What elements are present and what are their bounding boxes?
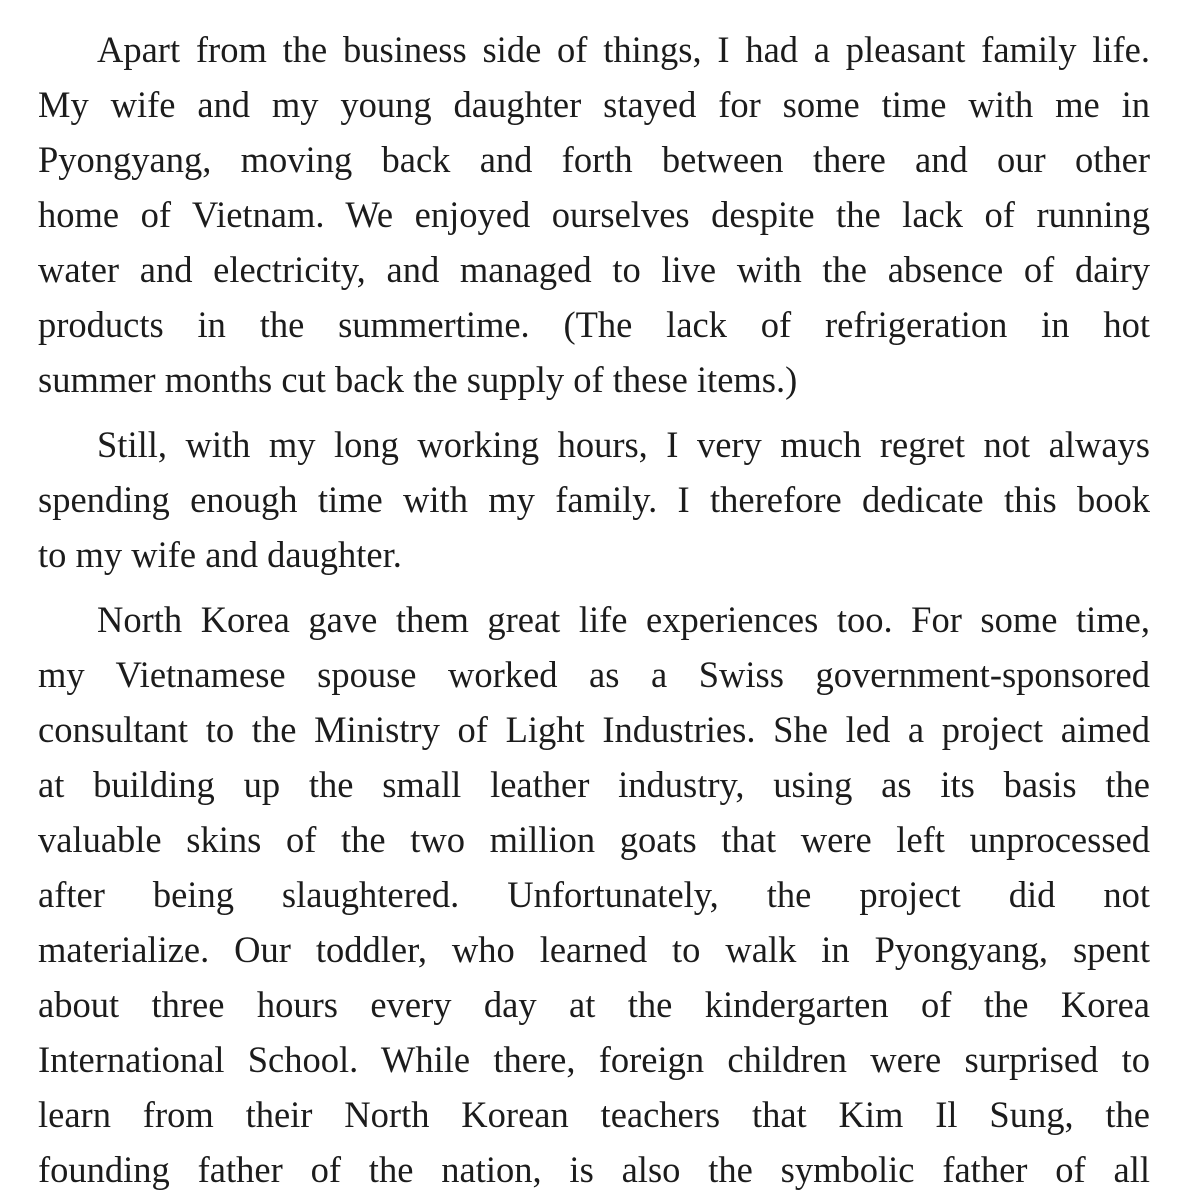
text-line: at building up the small leather industry, using as its basis the (38, 764, 1150, 805)
text-line: summer months cut back the supply of these items.) (38, 359, 798, 400)
document-page (38, 22, 1150, 1197)
text-line: Pyongyang, moving back and forth between there and our other (38, 139, 1150, 180)
paragraph-family-life (38, 22, 1150, 407)
text-line: about three hours every day at the kindergarten of the Korea (38, 984, 1150, 1025)
text-line: water and electricity, and managed to live with the absence of dairy (38, 249, 1150, 290)
text-line: founding father of the nation, is also the symbolic father of all (38, 1149, 1150, 1190)
text-line: valuable skins of the two million goats that were left unprocessed (38, 819, 1150, 860)
text-line: My wife and my young daughter stayed for some time with me in (38, 84, 1150, 125)
text-line: to my wife and daughter. (38, 534, 402, 575)
text-line: International School. While there, foreign children were surprised to (38, 1039, 1150, 1080)
paragraph-north-korea-experiences (38, 592, 1150, 1197)
text-line: my Vietnamese spouse worked as a Swiss government-sponsored (38, 654, 1150, 695)
text-line: home of Vietnam. We enjoyed ourselves despite the lack of running (38, 194, 1150, 235)
text-line: consultant to the Ministry of Light Industries. She led a project aimed (38, 709, 1150, 750)
text-line: learn from their North Korean teachers that Kim Il Sung, the (38, 1094, 1150, 1135)
text-line: North Korea gave them great life experiences too. For some time, (97, 599, 1150, 640)
text-line: spending enough time with my family. I therefore dedicate this book (38, 479, 1150, 520)
text-line: Apart from the business side of things, I had a pleasant family life. (97, 29, 1150, 70)
text-line: Still, with my long working hours, I very much regret not always (97, 424, 1150, 465)
text-line: materialize. Our toddler, who learned to walk in Pyongyang, spent (38, 929, 1150, 970)
text-line: after being slaughtered. Unfortunately, the project did not (38, 874, 1150, 915)
paragraph-dedication (38, 417, 1150, 582)
text-line: products in the summertime. (The lack of refrigeration in hot (38, 304, 1150, 345)
